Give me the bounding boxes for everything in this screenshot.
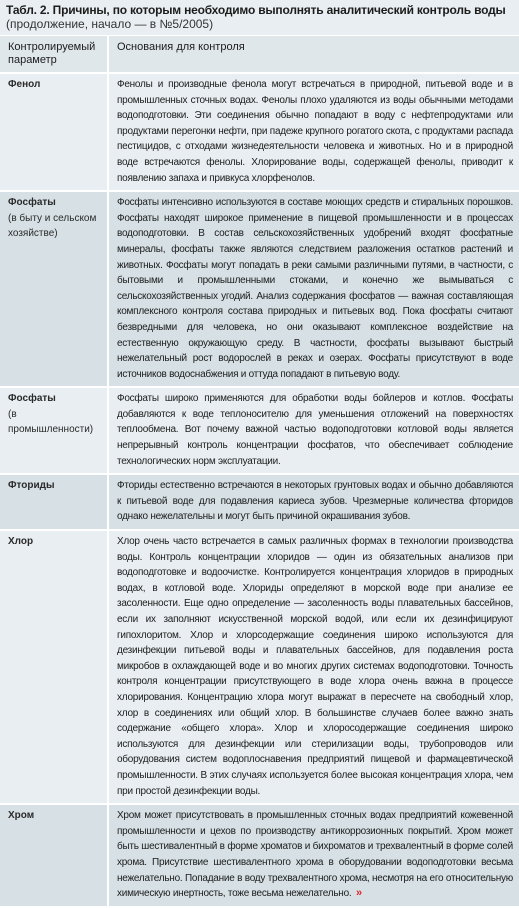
param-name: Хром (8, 810, 35, 822)
row-text-cell: Фосфаты интенсивно используются в составе моющих средств и стиральных порошков. Фосфаты находят широкое применение в пищевой промышленности и в процессах водоподготовки. В состав сельскохозяйственных удобрений входят фосфатные минералы, фосфаты также являются следствием разложения остатков растений и животных. Фосфаты могут попадать в реки самыми различными путями, в частности, с бытовыми и промышленными стоками, и конечно же вымываться с сельскохозяйственных угодий. Анализ содержания фосфатов — важная составляющая комплексного контроля состава природных и питьевых вод. Пока фосфаты считают безвредными для человека, но они оказывают комплексное воздействие на естественную окружающую среду. В частности, фосфаты вызывают быстрый нежелательный рост водорослей в реках и озерах. Фосфаты присутствуют в воде источников водоснабжения и оттуда попадают в питьевую воду. (108, 191, 519, 387)
param-qualifier: (в промышленности) (8, 408, 94, 436)
row-text-cell: Фенолы и производные фенола могут встречаться в природной, питьевой воде и в промышленных сточных водах. Фенолы плохо удаляются из воды обычными методами водоподготовки. Эти соединения обычно попадают в воду с нефтепродуктами или продуктами перегонки нефти, при падеже крупного рогатого скота, с продуктами распада пестицидов, с отходами жизнедеятельности человека и животных. Но и в природной воде встречаются фенолы. Хлорирование воды, содержащей фенолы, приводит к появлению запаха и привкуса хлорфенолов. (108, 73, 519, 191)
row-text-cell (108, 804, 519, 907)
table-header-row (0, 36, 519, 73)
table-row (0, 191, 519, 387)
table-row (0, 387, 519, 474)
table-row (0, 474, 519, 530)
param-name: Хлор (8, 536, 34, 548)
row-param-cell (0, 530, 108, 804)
row-text-cell: Фториды естественно встречаются в некоторых грунтовых водах и обычно добавляются к питьевой воде для подавления кариеса зубов. Чрезмерные количества фторидов однако нежелательны и могут быть причиной окрашивания зубов. (108, 474, 519, 530)
row-text-cell: Фосфаты широко применяются для обработки воды бойлеров и котлов. Фосфаты добавляются к воде теплоносителю для уменьшения отложений на поверхностях теплообмена. Вот почему важной частью водоподготовки котловой воды является непрерывный контроль концентрации фосфатов, что обеспечивает соблюдение технологических норм эксплуатации. (108, 387, 519, 474)
table-subtitle: (продолжение, начало — в №5/2005) (6, 17, 214, 31)
param-name: Фосфаты (8, 393, 56, 405)
table-caption (0, 0, 519, 36)
row-text: Хром может присутствовать в промышленных сточных водах предприятий кожевенной промышленности и цехов по производству антикоррозионных покрытий. Хром может быть шестивалентный в форме хроматов и бихроматов и трехвалентный в форме солей хрома. Присутствие шестивалентного хрома в оборудовании водоподготовки весьма нежелательно. Попадание в воду трехвалентного хрома, несмотря на его относительную химическую инертность, тоже весьма нежелательно. (117, 810, 513, 900)
row-param-cell (0, 474, 108, 530)
table-row (0, 530, 519, 804)
param-name: Фториды (8, 480, 55, 492)
continuation-arrow-icon: » (355, 887, 362, 900)
water-control-table (0, 36, 519, 908)
table-row (0, 804, 519, 907)
param-qualifier: (в быту и сельском хозяйстве) (8, 212, 97, 240)
row-text-cell: Хлор очень часто встречается в самых различных формах в технологии производства воды. Контроль концентрации хлоридов — один из обязательных анализов при водоподготовке и водоочистке. Контролируется концентрация хлоридов в природных водах, в котловой воде. Хлориды определяют в морской воде при анализе ее засоленности. Еще одно определение — засоленность воды плавательных бассейнов, если их заполняют искусственной морской водой, или если их дезинфицируют гипохлоритом. Хлор и хлорсодержащие соединения широко используются для дезинфекции питьевой воды и плавательных бассейнов, для подавления роста микробов в охлаждающей воде и во многих других системах водоподготовки. Точность контроля концентрации присутствующего в воде хлора очень важна в процессе хлорирования. Концентрацию хлора могут выражат в пересчете на свободный хлор, хлор в соединениях или общий хлор. В большинстве случаев более важно знать содержание «общего хлора». Хлор и хлоросодержащие соединения широко используются для дезинфекции или стерилизации воды, трубопроводов или оборудования систем водоплоснавения предприятий пищевой и фармацевтической промышленности. В этих случаях используется более высокая концентрация хлора, чем при простой дезинфекции воды. (108, 530, 519, 804)
column-header-basis: Основания для контроля (108, 36, 519, 73)
row-param-cell (0, 804, 108, 907)
param-name: Фенол (8, 79, 41, 90)
table-row (0, 73, 519, 191)
row-param-cell (0, 191, 108, 387)
row-param-cell (0, 387, 108, 474)
param-name: Фосфаты (8, 197, 56, 209)
table-title: Табл. 2. Причины, по которым необходимо выполнять аналитический контроль воды (6, 3, 506, 17)
column-header-param: Контролируемый параметр (0, 36, 108, 73)
row-param-cell (0, 73, 108, 191)
